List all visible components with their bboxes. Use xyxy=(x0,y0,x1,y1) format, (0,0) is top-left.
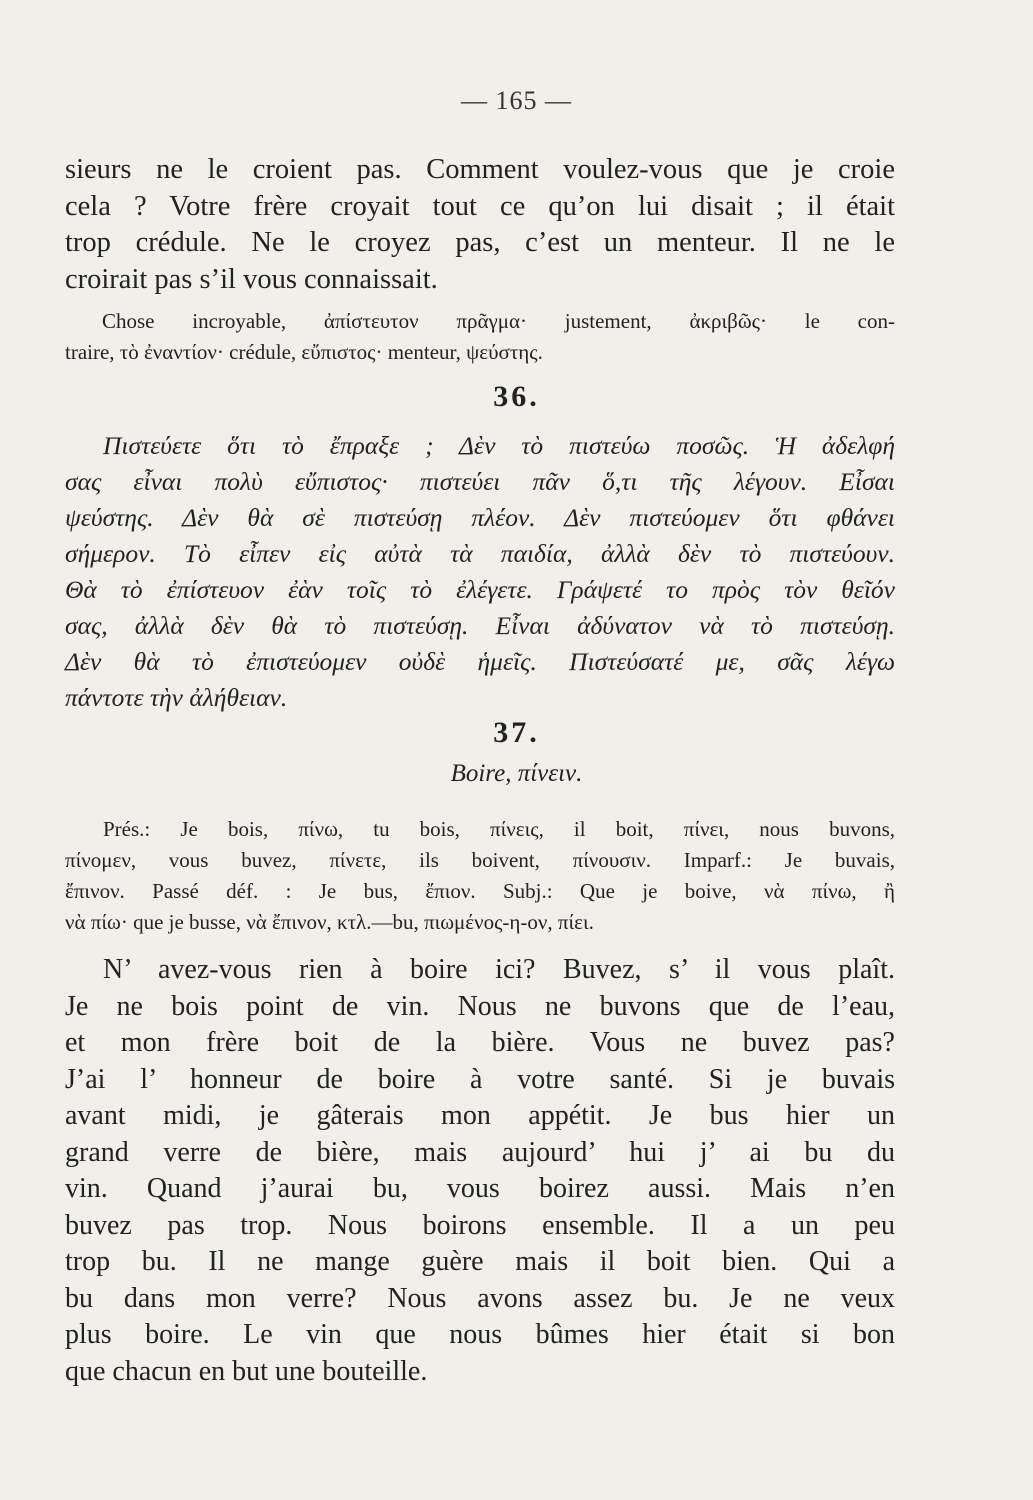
conjugation-line: πίνομεν, vous buvez, πίνετε, ils boivent, πίνουσιν. Imparf.: Je buvais, xyxy=(65,848,895,872)
conjugation-line: Prés.: Je bois, πίνω, tu bois, πίνεις, il boit, πίνει, nous buvons, xyxy=(103,817,895,841)
text-line: Je ne bois point de vin. Nous ne buvons que de l’eau, xyxy=(65,990,895,1022)
greek-line: Πιστεύετε ὅτι τὸ ἔπραξε ; Δὲν τὸ πιστεύω ποσῶς. Ἡ ἀδελφή xyxy=(103,431,895,460)
intro-line: croirait pas s’il vous connaissait. xyxy=(65,263,438,295)
text-line: buvez pas trop. Nous boirons ensemble. Il a un peu xyxy=(65,1209,895,1241)
vocab-note xyxy=(65,306,895,368)
greek-line: πάντοτε τὴν ἀλήθειαν. xyxy=(65,683,288,712)
section-37-text xyxy=(65,952,895,1390)
greek-line: Θὰ τὸ ἐπίστευον ἐὰν τοῖς τὸ ἐλέγετε. Γράψετέ το πρὸς τὸν θεῖόν xyxy=(65,575,895,604)
page-number: — 165 — xyxy=(461,86,572,115)
text-line: que chacun en but une bouteille. xyxy=(65,1355,428,1387)
conjugation-note xyxy=(65,814,895,938)
conjugation-line: ἔπινον. Passé déf. : Je bus, ἔπιον. Subj.: Que je boive, νὰ πίνω, ἢ xyxy=(65,879,895,903)
text-line: plus boire. Le vin que nous bûmes hier était si bon xyxy=(65,1319,895,1350)
greek-line: σας, ἀλλὰ δὲν θὰ τὸ πιστεύσῃ. Εἶναι ἀδύνατον νὰ τὸ πιστεύσῃ. xyxy=(65,611,895,640)
vocab-line: traire, τὸ ἐναντίον· crédule, εὔπιστος· menteur, ψεύστης. xyxy=(65,340,543,364)
text-line: trop bu. Il ne mange guère mais il boit bien. Qui a xyxy=(65,1246,895,1277)
greek-line: σήμερον. Τὸ εἶπεν εἰς αὐτὰ τὰ παιδία, ἀλλὰ δὲν τὸ πιστεύουν. xyxy=(65,539,895,568)
text-line: et mon frère boit de la bière. Vous ne buvez pas? xyxy=(65,1027,895,1058)
section-36-number: 36. xyxy=(493,380,540,413)
text-line: grand verre de bière, mais aujourd’ hui j’ ai bu du xyxy=(65,1136,895,1168)
text-line: J’ai l’ honneur de boire à votre santé. Si je buvais xyxy=(65,1063,895,1095)
text-line: bu dans mon verre? Nous avons assez bu. Je ne veux xyxy=(65,1282,895,1314)
greek-line: ψεύστης. Δὲν θὰ σὲ πιστεύσῃ πλέον. Δὲν πιστεύομεν ὅτι φθάνει xyxy=(65,503,895,532)
greek-line: Δὲν θὰ τὸ ἐπιστεύομεν οὐδὲ ἡμεῖς. Πιστεύσατέ με, σᾶς λέγω xyxy=(65,647,895,676)
section-36-text xyxy=(65,428,895,716)
vocab-line: Chose incroyable, ἀπίστευτον πρᾶγμα· justement, ἀκριβῶς· le con- xyxy=(102,309,895,333)
text-line: avant midi, je gâterais mon appétit. Je bus hier un xyxy=(65,1100,895,1131)
section-37-subtitle: Boire, πίνειν. xyxy=(450,760,583,787)
greek-line: σας εἶναι πολὺ εὔπιστος· πιστεύει πᾶν ὅ,τι τῆς λέγουν. Εἶσαι xyxy=(65,467,895,496)
intro-line: sieurs ne le croient pas. Comment voulez-vous que je croie xyxy=(65,154,895,185)
text-line: vin. Quand j’aurai bu, vous boirez aussi. Mais n’en xyxy=(65,1173,895,1204)
section-37-number: 37. xyxy=(493,716,540,749)
intro-line: trop crédule. Ne le croyez pas, c’est un menteur. Il ne le xyxy=(65,227,895,258)
intro-line: cela ? Votre frère croyait tout ce qu’on lui disait ; il était xyxy=(65,190,895,222)
conjugation-line: νὰ πίω· que je busse, νὰ ἔπινον, κτλ.—bu, πιωμένος-η-ον, πίει. xyxy=(65,910,594,934)
intro-paragraph xyxy=(65,152,895,298)
text-line: N’ avez-vous rien à boire ici? Buvez, s’ il vous plaît. xyxy=(103,954,895,985)
